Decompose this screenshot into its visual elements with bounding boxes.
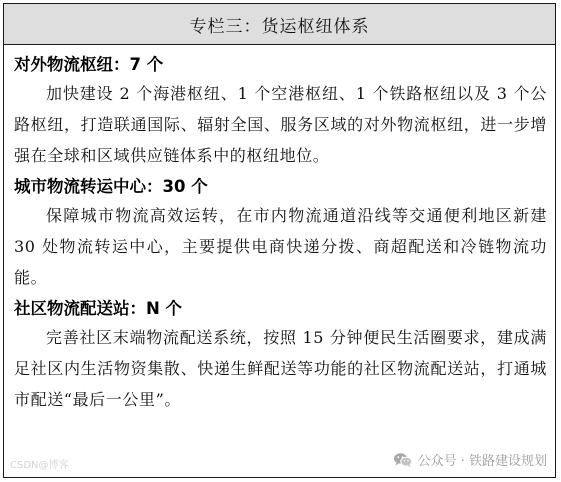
section-title-community-station: 社区物流配送站：N 个 [14,299,183,318]
section-body-community-station: 完善社区末端物流配送系统，按照 15 分钟便民生活圈要求，建成满足社区内生活物资集散、快递生鲜配送等功能的社区物流配送站，打通城市配送“最后一公里”。 [14,328,547,409]
wechat-icon [393,452,413,468]
column-box [3,3,556,478]
section-body-external-hub: 加快建设 2 个海港枢纽、1 个空港枢纽、1 个铁路枢纽以及 3 个公路枢纽，打造联通国际、辐射全国、服务区域的对外物流枢纽，进一步增强在全球和区域供应链体系中的枢纽地位。 [14,84,547,165]
section-body-urban-transfer: 保障城市物流高效运转，在市内物流通道沿线等交通便利地区新建 30 处物流转运中心，主要提供电商快递分拨、商超配送和冷链物流功能。 [14,206,547,287]
column-title: 专栏三：货运枢纽体系 [189,16,370,37]
column-content [4,45,555,415]
section-title-external-hub: 对外物流枢纽：7 个 [14,55,164,74]
section-title-urban-transfer: 城市物流转运中心：30 个 [14,177,208,196]
watermark-account-name: 公众号 · 铁路建设规划 [417,454,547,469]
watermark-right [393,450,547,469]
watermark-left: CSDN@博客 [10,460,69,471]
column-header [4,4,555,45]
